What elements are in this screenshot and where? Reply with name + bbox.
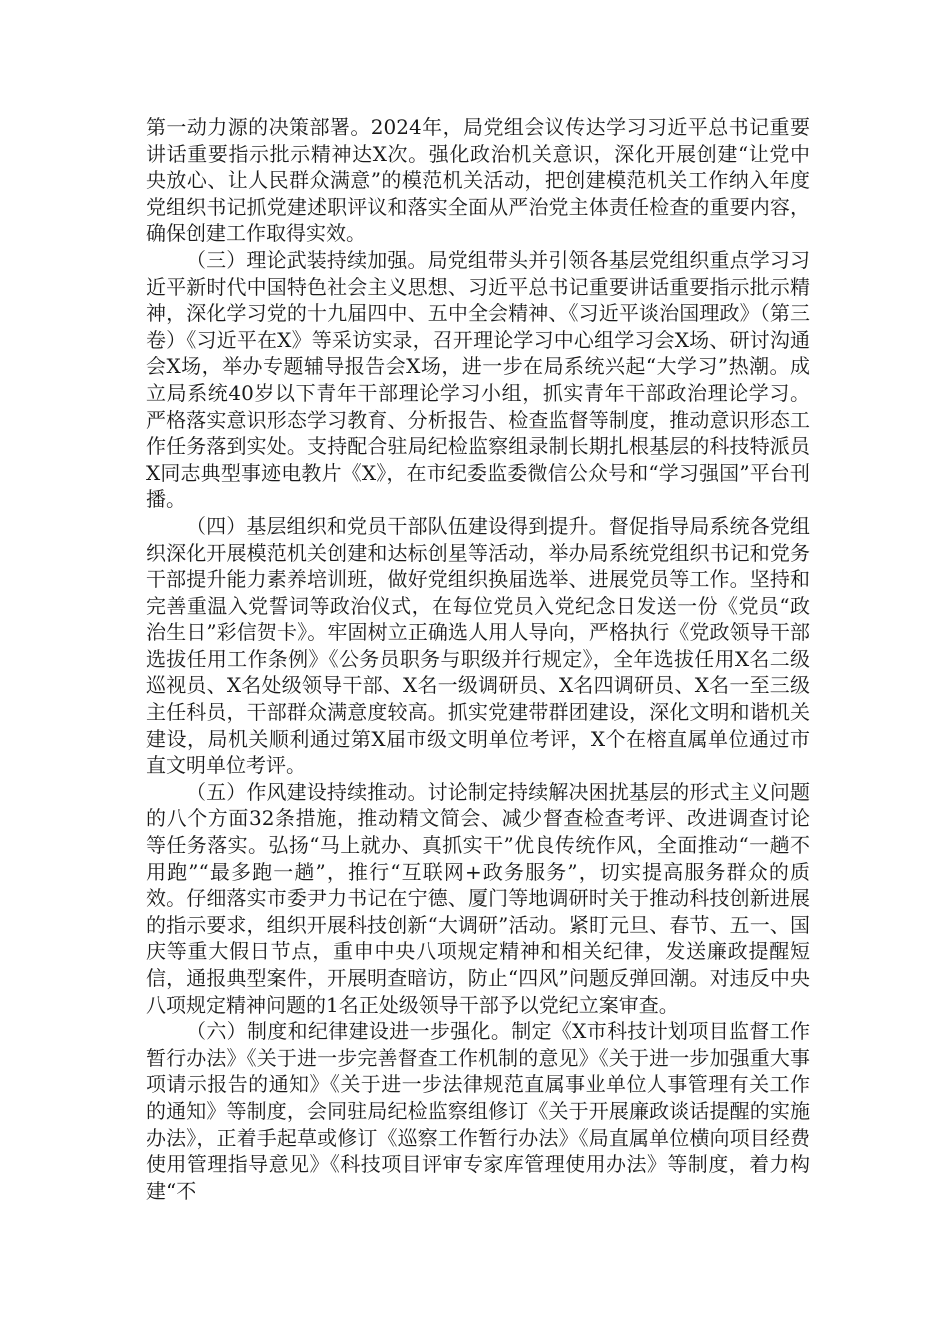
paragraph-continuation: 第一动力源的决策部署。2024年，局党组会议传达学习习近平总书记重要讲话重要指示批示精神达X次。强化政治机关意识，深化开展创建“让党中央放心、让人民群众满意”的模范机关活动，把创建模范机关工作纳入年度党组织书记抓党建述职评议和落实全面从严治党主体责任检查的重要内容，确保创建工作取得实效。 — [146, 115, 810, 246]
paragraph-discipline-system: （六）制度和纪律建设进一步强化。制定《X市科技计划项目监督工作暂行办法》《关于进一步完善督查工作机制的意见》《关于进一步加强重大事项请示报告的通知》《关于进一步法律规范直属事业单位人事管理有关工作的通知》等制度，会同驻局纪检监察组修订《关于开展廉政谈话提醒的实施办法》，正着手起草或修订《巡察工作暂行办法》《局直属单位横向项目经费使用管理指导意见》《科技项目评审专家库管理使用办法》等制度，着力构建“不 — [146, 1019, 810, 1203]
document-body — [146, 114, 810, 1204]
paragraph-theory-study: （三）理论武装持续加强。局党组带头并引领各基层党组织重点学习习近平新时代中国特色社会主义思想、习近平总书记重要讲话重要指示批示精神，深化学习党的十九届四中、五中全会精神、《习近平谈治国理政》（第三卷）《习近平在X》等采访实录，召开理论学习中心组学习会X场、研讨沟通会X场，举办专题辅导报告会X场，进一步在局系统兴起“大学习”热潮。成立局系统40岁以下青年干部理论学习小组，抓实青年干部政治理论学习。严格落实意识形态学习教育、分析报告、检查监督等制度，推动意识形态工作任务落到实处。支持配合驻局纪检监察组录制长期扎根基层的科技特派员X同志典型事迹电教片《X》，在市纪委监委微信公众号和“学习强国”平台刊播。 — [146, 247, 810, 512]
paragraph-work-style: （五）作风建设持续推动。讨论制定持续解决困扰基层的形式主义问题的八个方面32条措施，推动精文简会、减少督查检查考评、改进调查讨论等任务落实。弘扬“马上就办、真抓实干”优良传统作风，全面推动“一趟不用跑”“最多跑一趟”，推行“互联网+政务服务”，切实提高服务群众的质效。仔细落实市委尹力书记在宁德、厦门等地调研时关于推动科技创新进展的指示要求，组织开展科技创新“大调研”活动。紧盯元旦、春节、五一、国庆等重大假日节点，重申中央八项规定精神和相关纪律，发送廉政提醒短信，通报典型案件，开展明查暗访，防止“四风”问题反弹回潮。对违反中央八项规定精神问题的1名正处级领导干部予以党纪立案审查。 — [146, 779, 810, 1017]
paragraph-grassroots-organization: （四）基层组织和党员干部队伍建设得到提升。督促指导局系统各党组织深化开展模范机关创建和达标创星等活动，举办局系统党组织书记和党务干部提升能力素养培训班，做好党组织换届选举、进展党员等工作。坚持和完善重温入党誓词等政治仪式，在每位党员入党纪念日发送一份《党员“政治生日”彩信贺卡》。牢固树立正确选人用人导向，严格执行《党政领导干部选拔任用工作条例》《公务员职务与职级并行规定》，全年选拔任用X名二级巡视员、X名处级领导干部、X名一级调研员、X名四调研员、X名一至三级主任科员，干部群众满意度较高。抓实党建带群团建设，深化文明和谐机关建设，局机关顺利通过第X届市级文明单位考评，X个在榕直属单位通过市直文明单位考评。 — [146, 513, 810, 778]
